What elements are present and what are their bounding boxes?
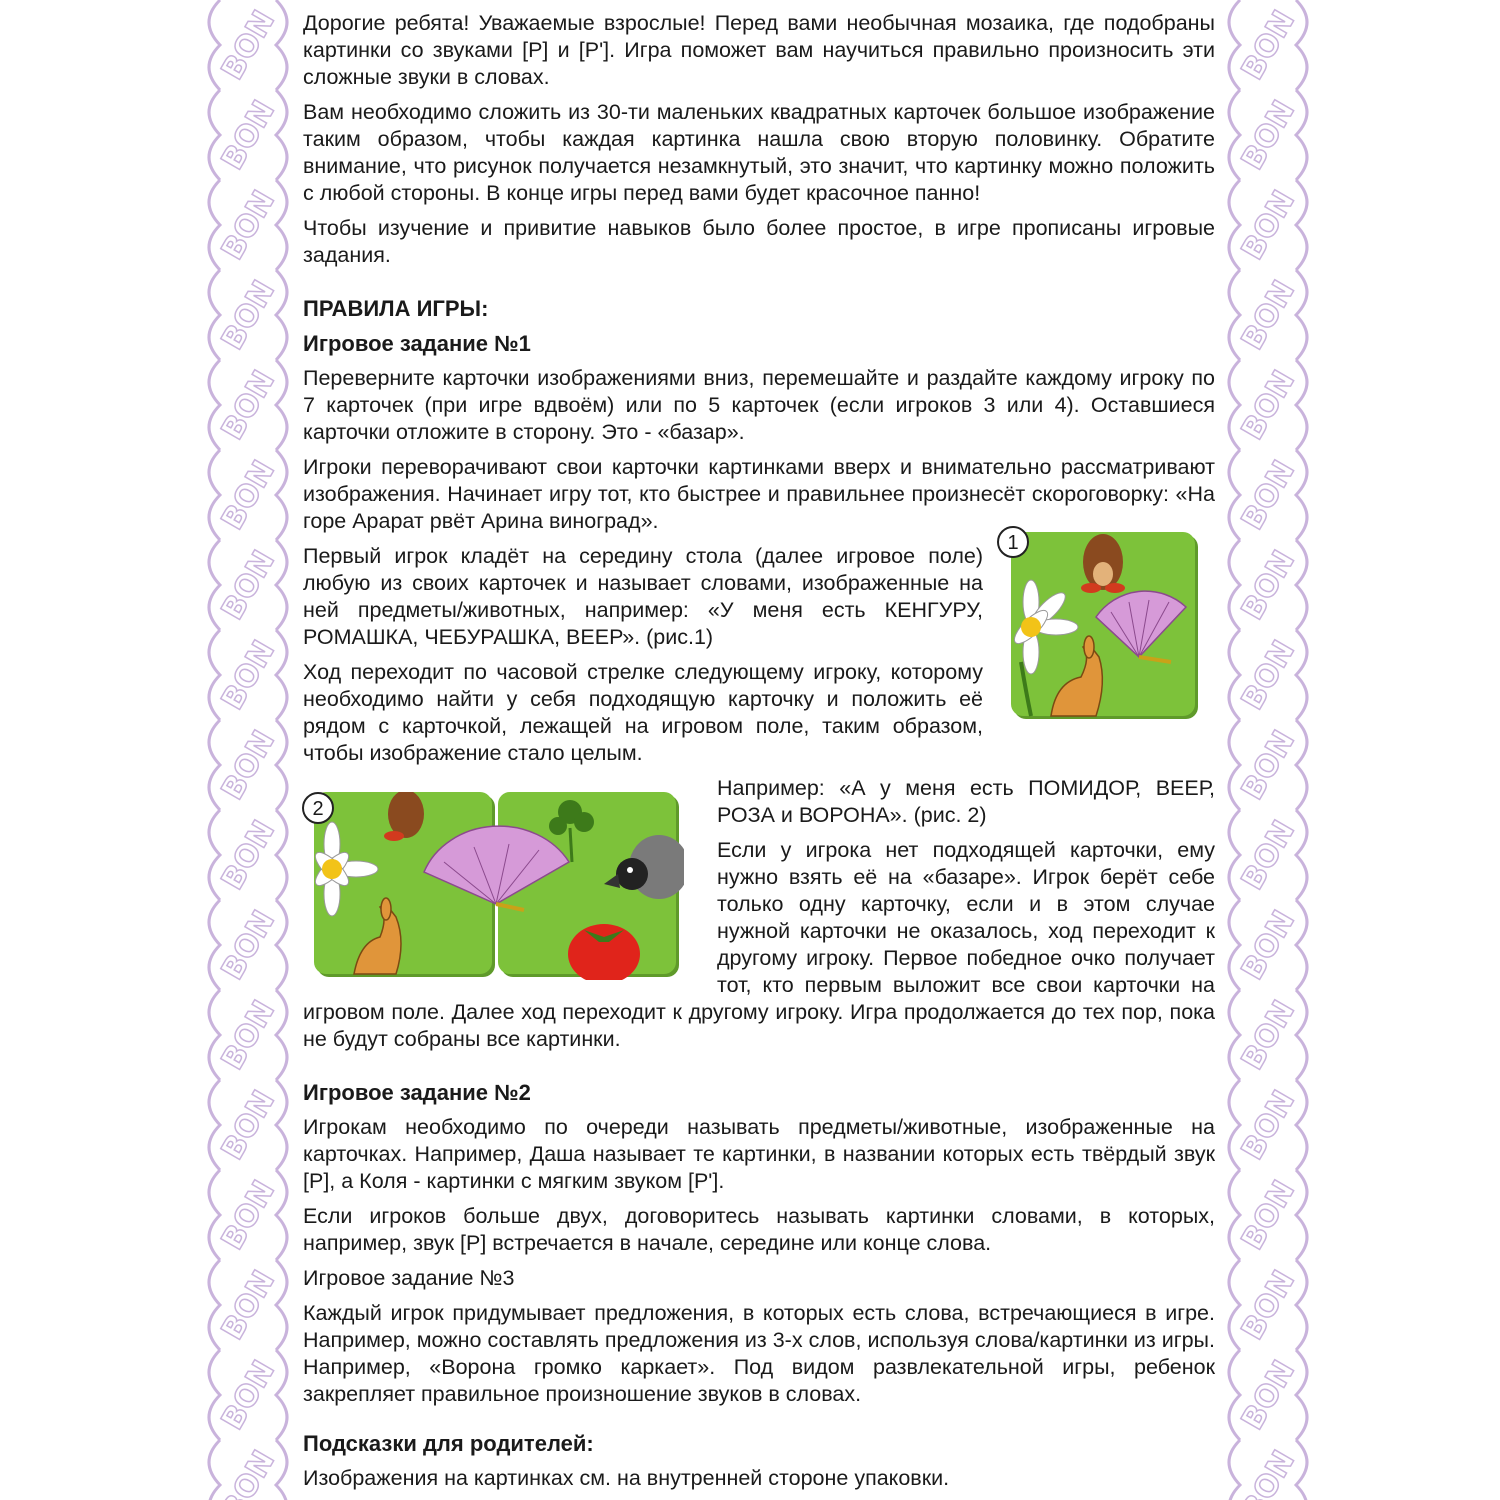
task1-paragraph-1: Переверните карточки изображениями вниз, перемешайте и раздайте каждому игроку по 7 карточек (при игре вдвоём) или по 5 карточек (если игроков 3 или 4). Оставшиеся карточки отложите в сторону. Это - «базар». bbox=[303, 366, 1215, 444]
task1-title: Игровое задание №1 bbox=[303, 331, 531, 356]
rules-document bbox=[303, 10, 1215, 1500]
right-decorative-border bbox=[1218, 0, 1318, 1500]
task1-paragraph-4: Ход переходит по часовой стрелке следующему игроку, которому необходимо найти у себя подходящую карточку и положить её рядом с карточкой, лежащей на игровом поле, таким образом, чтобы изображение стало целым. bbox=[303, 660, 983, 765]
task1-paragraph-6: Если у игрока нет подходящей карточки, ему нужно взять её на «базаре». Игрок берёт себе только одну карточку, если и в этом случае нужной карточки не оказалось, ход переходит к другому игроку. Первое победное очко получает тот, кто первым выложит все свои карточки на игровом поле. Далее ход переходит к другому игроку. Игра продолжается до тех пор, пока не будут собраны все картинки. bbox=[303, 838, 1215, 1051]
intro-paragraph-3: Чтобы изучение и привитие навыков было более простое, в игре прописаны игровые задания. bbox=[303, 216, 1215, 267]
figure-1-card bbox=[1011, 532, 1201, 722]
task3-title: Игровое задание №3 bbox=[303, 1266, 515, 1290]
figure-1 bbox=[997, 526, 1202, 721]
intro-paragraph-1: Дорогие ребята! Уважаемые взрослые! Перед вами необычная мозаика, где подобраны картинки со звуками [Р] и [Р']. Игра поможет вам научиться правильно произносить эти сложные звуки в словах. bbox=[303, 11, 1215, 89]
task2-paragraph-2: Если игроков больше двух, договоритесь называть картинки словами, в которых, например, звук [Р] встречается в начале, середине или конце слова. bbox=[303, 1204, 1215, 1255]
task2-paragraph-1: Игрокам необходимо по очереди называть предметы/животные, изображенные на карточках. Например, Даша называет те картинки, в названии которых есть твёрдый звук [Р], а Коля - картинки с мягким звуком [Р']. bbox=[303, 1115, 1215, 1193]
rules-title: ПРАВИЛА ИГРЫ: bbox=[303, 296, 489, 321]
intro-paragraph-2: Вам необходимо сложить из 30-ти маленьких квадратных карточек большое изображение таким образом, чтобы каждая картинка нашла свою вторую половинку. Обратите внимание, что рисунок получается незамкнутый, это значит, что картинку можно положить с любой стороны. В конце игры перед вами будет красочное панно! bbox=[303, 100, 1215, 205]
task1-paragraph-3: Первый игрок кладёт на середину стола (далее игровое поле) любую из своих карточек и называет словами, изображенные на ней предметы/животных, например: «У меня есть КЕНГУРУ, РОМАШКА, ЧЕБУРАШКА, ВЕЕР». (рис.1) bbox=[303, 544, 983, 649]
task3-paragraph-1: Каждый игрок придумывает предложения, в которых есть слова, встречающиеся в игре. Например, можно составлять предложения из 3-х слов, используя слова/картинки из игры. Например, «Ворона громко каркает». Под видом развлекательной игры, ребенок закрепляет правильное произношение звуков в словах. bbox=[303, 1301, 1215, 1406]
figure-2-cards bbox=[314, 792, 684, 980]
tips-title: Подсказки для родителей: bbox=[303, 1431, 594, 1456]
task2-title: Игровое задание №2 bbox=[303, 1080, 531, 1105]
task1-paragraph-2: Игроки переворачивают свои карточки картинками вверх и внимательно рассматривают изображения. Начинает игру тот, кто быстрее и правильнее произнесёт скороговорку: «На горе Арарат рвёт Арина виноград». bbox=[303, 455, 1215, 533]
figure-2 bbox=[302, 788, 682, 980]
left-decorative-border bbox=[198, 0, 298, 1500]
task1-paragraph-5: Например: «А у меня есть ПОМИДОР, ВЕЕР, РОЗА и ВОРОНА». (рис. 2) bbox=[717, 776, 1215, 827]
figure-1-number: 1 bbox=[997, 526, 1029, 558]
tips-paragraph-1: Изображения на картинках см. на внутренней стороне упаковки. bbox=[303, 1466, 950, 1490]
figure-2-number: 2 bbox=[302, 792, 334, 824]
